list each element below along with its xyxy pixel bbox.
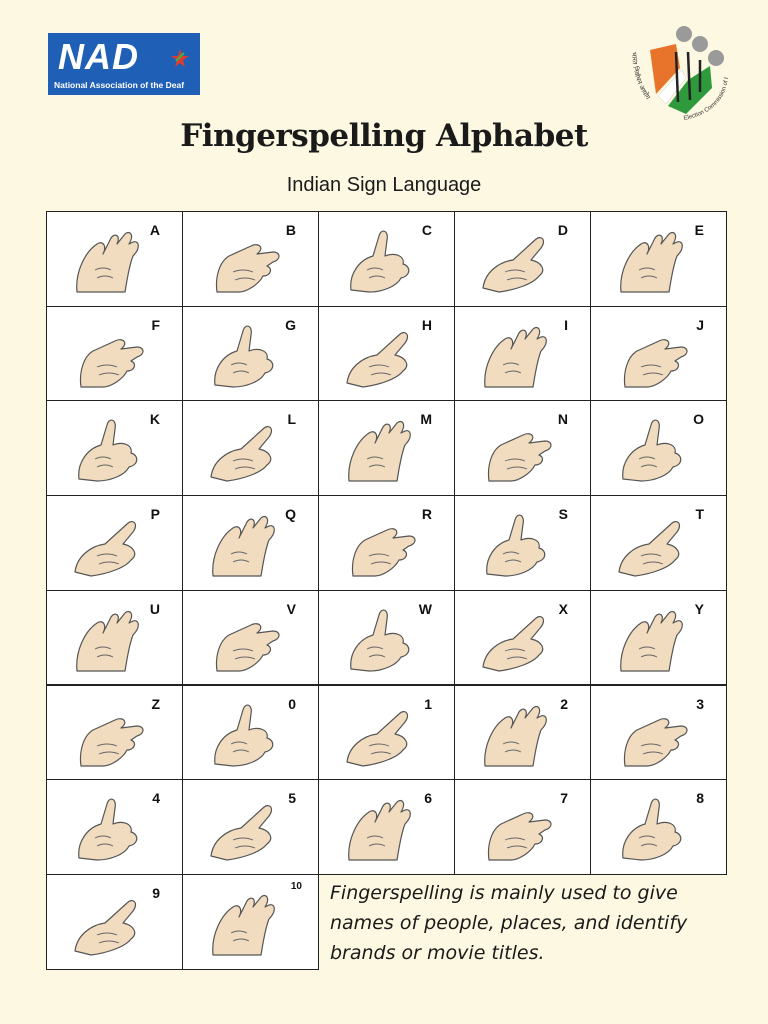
hand-sign-icon <box>203 790 293 865</box>
hand-sign-icon <box>475 790 565 865</box>
sign-cell-z <box>46 685 183 781</box>
sign-label: T <box>695 506 704 523</box>
sign-label: X <box>558 600 568 617</box>
hand-sign-icon <box>475 601 565 676</box>
hand-sign-icon <box>67 506 157 581</box>
sign-cell-10 <box>182 874 319 970</box>
sign-label: 1 <box>424 695 432 712</box>
hand-sign-icon <box>203 317 293 392</box>
sign-label: R <box>421 506 432 523</box>
sign-cell-m <box>318 400 455 496</box>
page-subtitle: Indian Sign Language <box>286 174 482 196</box>
hand-sign-icon <box>67 885 157 960</box>
sign-cell-v <box>182 590 319 686</box>
hand-sign-icon <box>611 790 701 865</box>
sign-cell-3 <box>590 685 727 781</box>
sign-cell-d <box>454 211 591 307</box>
sign-cell-b <box>182 211 319 307</box>
sign-cell-h <box>318 306 455 402</box>
hand-sign-icon <box>203 506 293 581</box>
sign-cell-2 <box>454 685 591 781</box>
hand-sign-icon <box>339 506 429 581</box>
sign-cell-8 <box>590 779 727 875</box>
hand-sign-icon <box>475 411 565 486</box>
hand-sign-icon <box>203 885 293 960</box>
hand-sign-icon <box>67 696 157 771</box>
sign-label: I <box>564 316 568 333</box>
sign-cell-w <box>318 590 455 686</box>
sign-cell-p <box>46 495 183 591</box>
sign-cell-y <box>590 590 727 686</box>
sign-cell-g <box>182 306 319 402</box>
sign-cell-r <box>318 495 455 591</box>
sign-cell-6 <box>318 779 455 875</box>
hand-sign-icon <box>203 222 293 297</box>
sign-label: 4 <box>152 790 160 807</box>
sign-label: H <box>421 316 432 333</box>
sign-label: 3 <box>696 695 704 712</box>
sign-label: Q <box>285 506 296 523</box>
sign-label: V <box>286 600 296 617</box>
nad-star-icon <box>168 47 192 71</box>
hand-sign-icon <box>339 317 429 392</box>
hand-sign-icon <box>611 222 701 297</box>
sign-cell-5 <box>182 779 319 875</box>
hand-sign-icon <box>203 601 293 676</box>
hand-sign-icon <box>203 411 293 486</box>
hand-sign-icon <box>475 696 565 771</box>
sign-cell-1 <box>318 685 455 781</box>
sign-label: F <box>151 316 160 333</box>
election-commission-logo <box>620 22 730 122</box>
sign-cell-n <box>454 400 591 496</box>
sign-cell-t <box>590 495 727 591</box>
sign-grid <box>46 211 726 969</box>
hand-sign-icon <box>339 411 429 486</box>
hand-sign-icon <box>611 411 701 486</box>
nad-logo-subtitle: National Association of the Deaf <box>54 80 185 90</box>
sign-label: D <box>557 222 568 238</box>
hand-sign-icon <box>67 222 157 297</box>
sign-cell-7 <box>454 779 591 875</box>
sign-label: 10 <box>290 880 302 892</box>
sign-label: O <box>693 411 704 428</box>
sign-label: P <box>150 506 160 523</box>
sign-label: C <box>421 222 432 238</box>
hand-sign-icon <box>611 506 701 581</box>
sign-cell-j <box>590 306 727 402</box>
sign-label: 0 <box>288 695 296 712</box>
hand-sign-icon <box>339 696 429 771</box>
hand-sign-icon <box>203 696 293 771</box>
svg-text:भारत निर्वाचन आयोग: भारत निर्वाचन आयोग <box>629 51 652 102</box>
hand-sign-icon <box>67 317 157 392</box>
sign-label: W <box>418 600 432 617</box>
sign-cell-q <box>182 495 319 591</box>
sign-cell-i <box>454 306 591 402</box>
sign-label: G <box>285 316 296 333</box>
sign-label: E <box>694 222 704 238</box>
sign-label: Z <box>151 695 160 712</box>
sign-cell-x <box>454 590 591 686</box>
hand-sign-icon <box>339 222 429 297</box>
hand-sign-icon <box>611 696 701 771</box>
sign-cell-c <box>318 211 455 307</box>
sign-label: B <box>285 222 296 238</box>
sign-label: 9 <box>152 884 160 901</box>
sign-label: K <box>149 411 160 428</box>
hand-sign-icon <box>67 790 157 865</box>
sign-cell-o <box>590 400 727 496</box>
sign-cell-0 <box>182 685 319 781</box>
sign-cell-9 <box>46 874 183 970</box>
caption: Fingerspelling is mainly used to give names of people, places, and identify brands or movie titles. <box>330 882 688 964</box>
hand-sign-icon <box>611 601 701 676</box>
hand-sign-icon <box>475 317 565 392</box>
hand-sign-icon <box>611 317 701 392</box>
sign-label: S <box>558 506 568 523</box>
sign-label: L <box>287 411 296 428</box>
hand-sign-icon <box>475 506 565 581</box>
sign-label: 7 <box>560 790 568 807</box>
sign-label: 6 <box>424 790 432 807</box>
sign-cell-k <box>46 400 183 496</box>
hand-sign-icon <box>67 601 157 676</box>
sign-label: U <box>149 600 160 617</box>
sign-cell-a <box>46 211 183 307</box>
sign-cell-u <box>46 590 183 686</box>
sign-cell-e <box>590 211 727 307</box>
sign-cell-f <box>46 306 183 402</box>
hand-sign-icon <box>475 222 565 297</box>
sign-label: J <box>696 316 704 333</box>
sign-label: M <box>420 411 432 428</box>
hand-sign-icon <box>67 411 157 486</box>
sign-label: 8 <box>696 790 704 807</box>
sign-cell-s <box>454 495 591 591</box>
nad-logo-word: NAD <box>58 36 139 77</box>
sign-cell-l <box>182 400 319 496</box>
hand-sign-icon <box>339 601 429 676</box>
sign-label: N <box>557 411 568 428</box>
hand-sign-icon <box>339 790 429 865</box>
sign-label: A <box>149 222 160 238</box>
sign-label: 5 <box>288 790 296 807</box>
sign-label: Y <box>694 600 704 617</box>
nad-logo <box>48 33 200 95</box>
sign-label: 2 <box>560 695 568 712</box>
eci-logo-text: Election Commission of I <box>683 77 730 122</box>
page-title: Fingerspelling Alphabet <box>180 118 588 154</box>
sign-cell-4 <box>46 779 183 875</box>
